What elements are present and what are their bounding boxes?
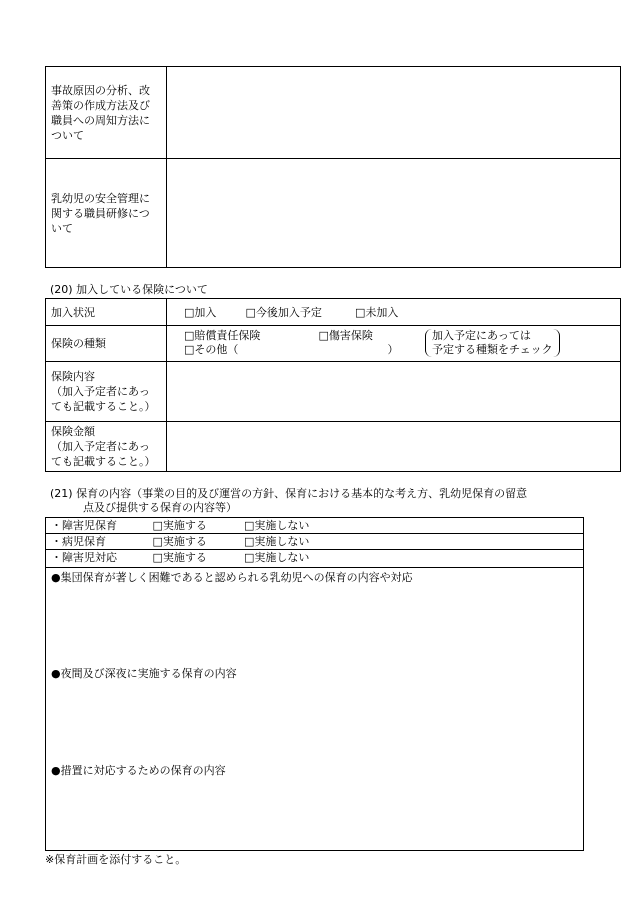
- accident-analysis-label-text: 事故原因の分析、改 善策の作成方法及び 職員への周知方法に ついて: [51, 83, 150, 142]
- section-night-care: ●夜間及び深夜に実施する保育の内容: [51, 667, 237, 680]
- service-row: [46, 550, 583, 566]
- insurance-status-options: [167, 299, 621, 326]
- insurance-type-label: [46, 326, 167, 362]
- insurance-heading: (20) 加入している保険について: [50, 283, 208, 296]
- insurance-amount-label: [46, 422, 167, 472]
- insurance-note-bracket: [425, 329, 560, 357]
- type-option-liability[interactable]: □賠償責任保険: [184, 329, 261, 342]
- childcare-heading-line2: 点及び提供する保育の内容等）: [83, 501, 237, 514]
- attachment-footnote: ※保育計画を添付すること。: [45, 853, 187, 866]
- section-measure-care: ●措置に対応するための保育の内容: [51, 764, 226, 777]
- safety-training-label: [46, 159, 167, 268]
- service-name: ・障害児保育: [51, 519, 117, 532]
- safety-training-label-text: 乳幼児の安全管理に 関する職員研修につ いて: [51, 191, 150, 235]
- service-yes-checkbox[interactable]: □実施する: [152, 519, 207, 532]
- type-option-injury[interactable]: □傷害保険: [318, 329, 373, 342]
- status-option-planned[interactable]: □今後加入予定: [245, 306, 322, 319]
- insurance-table: [45, 298, 621, 472]
- safety-training-value[interactable]: [167, 159, 621, 268]
- accident-training-table: [45, 66, 621, 268]
- childcare-content-box[interactable]: [45, 567, 584, 851]
- childcare-heading: [50, 487, 527, 515]
- childcare-services-box: [45, 517, 584, 568]
- accident-analysis-label: [46, 67, 167, 159]
- insurance-note-line2: 予定する種類をチェック: [432, 343, 553, 356]
- section-group-care: ●集団保育が著しく困難であると認められる乳幼児への保育の内容や対応: [51, 571, 413, 584]
- type-option-other-close: ）: [387, 343, 399, 356]
- accident-analysis-value[interactable]: [167, 67, 621, 159]
- service-row: [46, 534, 583, 550]
- insurance-status-label: [46, 299, 167, 326]
- insurance-content-label: [46, 362, 167, 422]
- status-option-join[interactable]: □加入: [184, 306, 217, 319]
- insurance-type-options: [167, 326, 621, 362]
- type-option-other[interactable]: □その他（: [184, 343, 239, 356]
- insurance-type-label-text: 保険の種類: [51, 337, 106, 350]
- service-no-checkbox[interactable]: □実施しない: [244, 535, 310, 548]
- service-no-checkbox[interactable]: □実施しない: [244, 551, 310, 564]
- service-no-checkbox[interactable]: □実施しない: [244, 519, 310, 532]
- service-yes-checkbox[interactable]: □実施する: [152, 535, 207, 548]
- insurance-status-label-text: 加入状況: [51, 305, 95, 319]
- insurance-amount-value[interactable]: [167, 422, 621, 472]
- status-option-none[interactable]: □未加入: [355, 306, 399, 319]
- insurance-content-label-text: 保険内容 （加入予定者にあっ ても記載すること。）: [51, 370, 156, 413]
- insurance-content-value[interactable]: [167, 362, 621, 422]
- insurance-note-line1: 加入予定にあっては: [432, 329, 531, 342]
- childcare-heading-line1: (21) 保育の内容（事業の目的及び運営の方針、保育における基本的な考え方、乳幼児保育の留意: [50, 487, 528, 500]
- service-name: ・病児保育: [51, 535, 106, 548]
- service-row: [46, 518, 583, 534]
- service-yes-checkbox[interactable]: □実施する: [152, 551, 207, 564]
- service-name: ・障害児対応: [51, 551, 117, 564]
- insurance-amount-label-text: 保険金額 （加入予定者にあっ ても記載すること。）: [51, 425, 156, 468]
